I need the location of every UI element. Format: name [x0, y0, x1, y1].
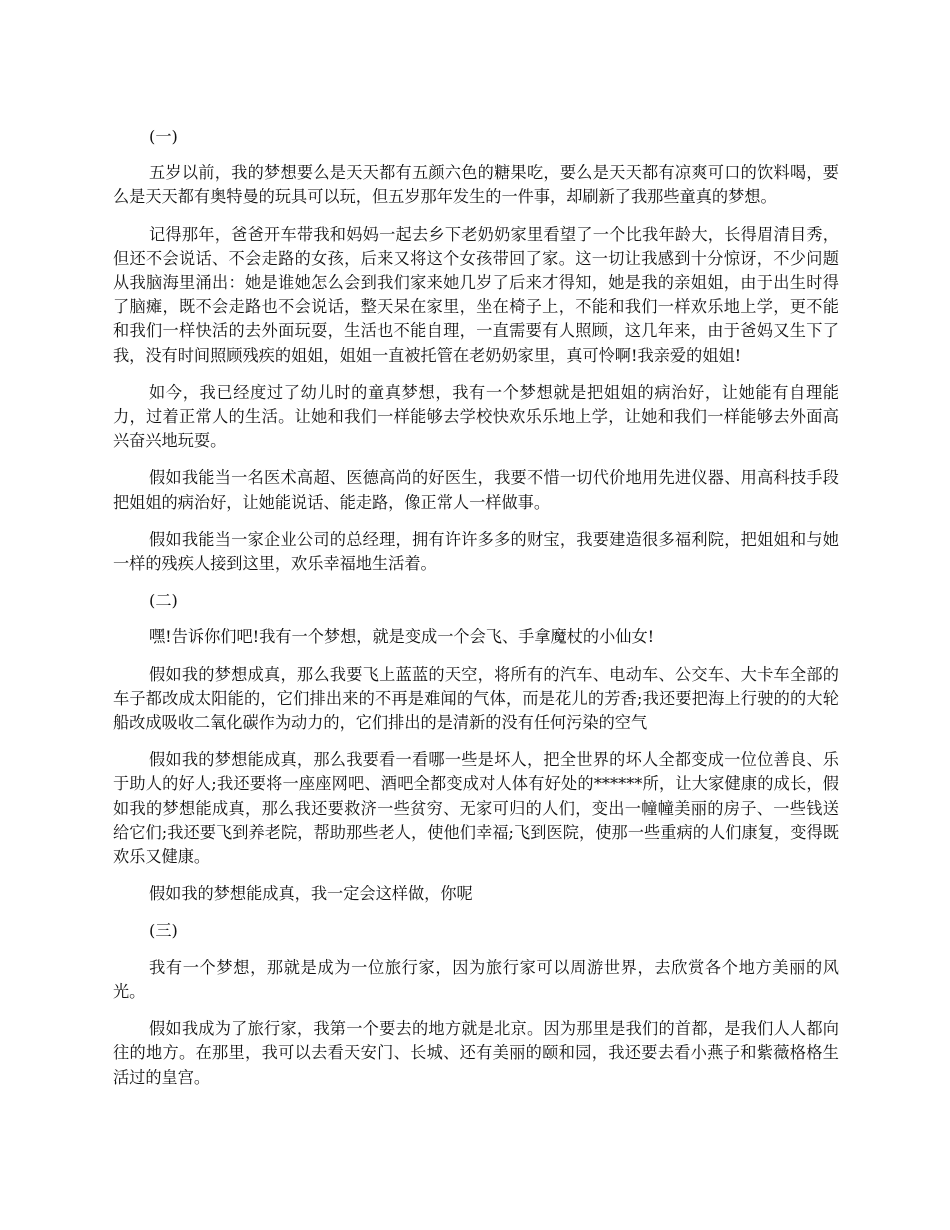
paragraph: 假如我的梦想能成真，那么我要看一看哪一些是坏人，把全世界的坏人全都变成一位位善良、乐于助人的好人;我还要将一座座网吧、酒吧全都变成对人体有好处的******所，让大家健康的成长，假如我的梦想能成真，那么我还要救济一些贫穷、无家可归的人们，变出一幢幢美丽的房子、一些钱送给它们;我还要飞到养老院，帮助那些老人，使他们幸福;飞到医院，使那一些重病的人们康复，变得既欢乐又健康。	[113, 750, 839, 867]
paragraph: 我有一个梦想，那就是成为一位旅行家，因为旅行家可以周游世界，去欣赏各个地方美丽的风光。	[113, 957, 839, 1001]
paragraph: 假如我能当一家企业公司的总经理，拥有许许多多的财宝，我要建造很多福利院，把姐姐和与她一样的残疾人接到这里，欢乐幸福地生活着。	[113, 529, 839, 574]
section-heading-1: (一)	[149, 127, 178, 146]
paragraph: 记得那年，爸爸开车带我和妈妈一起去乡下老奶奶家里看望了一个比我年龄大，长得眉清目秀，但还不会说话、不会走路的女孩，后来又将这个女孩带回了家。这一切让我感到十分惊讶，不少问题从我脑海里涌出：她是谁她怎么会到我们家来她几岁了后来才得知，她是我的亲姐姐，由于出生时得了脑瘫，既不会走路也不会说话，整天呆在家里，坐在椅子上，不能和我们一样欢乐地上学，更不能和我们一样快活的去外面玩耍，生活也不能自理，一直需要有人照顾，这几年来，由于爸妈又生下了我，没有时间照顾残疾的姐姐，姐姐一直被托管在老奶奶家里，真可怜啊!我亲爱的姐姐!	[113, 224, 839, 365]
paragraph: 假如我能当一名医术高超、医德高尚的好医生，我要不惜一切代价地用先进仪器、用高科技手段把姐姐的病治好，让她能说话、能走路，像正常人一样做事。	[113, 468, 839, 512]
paragraph: 假如我成为了旅行家，我第一个要去的地方就是北京。因为那里是我们的首都，是我们人人都向往的地方。在那里，我可以去看天安门、长城、还有美丽的颐和园，我还要去看小燕子和紫薇格格生活过的皇宫。	[113, 1019, 839, 1087]
paragraph: 如今，我已经度过了幼儿时的童真梦想，我有一个梦想就是把姐姐的病治好，让她能有自理能力，过着正常人的生活。让她和我们一样能够去学校快欢乐乐地上学，让她和我们一样能够去外面高兴奋兴地玩耍。	[113, 382, 839, 451]
paragraph: 嘿!告诉你们吧!我有一个梦想，就是变成一个会飞、手拿魔杖的小仙女!	[149, 627, 655, 647]
paragraph: 假如我的梦想能成真，我一定会这样做，你呢	[149, 884, 473, 904]
section-heading-3: (三)	[149, 921, 178, 941]
document-page	[113, 125, 839, 1103]
paragraph: 假如我的梦想成真，那么我要飞上蓝蓝的天空，将所有的汽车、电动车、公交车、大卡车全部的车子都改成太阳能的，它们排出来的不再是难闻的气体，而是花儿的芳香;我还要把海上行驶的的大轮船改成吸收二氧化碳作为动力的，它们排出的是清新的没有任何污染的空气	[113, 664, 839, 733]
section-heading-2: (二)	[149, 591, 178, 611]
paragraph: 五岁以前，我的梦想要么是天天都有五颜六色的糖果吃，要么是天天都有凉爽可口的饮料喝，要么是天天都有奥特曼的玩具可以玩，但五岁那年发生的一件事，却刷新了我那些童真的梦想。	[113, 163, 839, 207]
